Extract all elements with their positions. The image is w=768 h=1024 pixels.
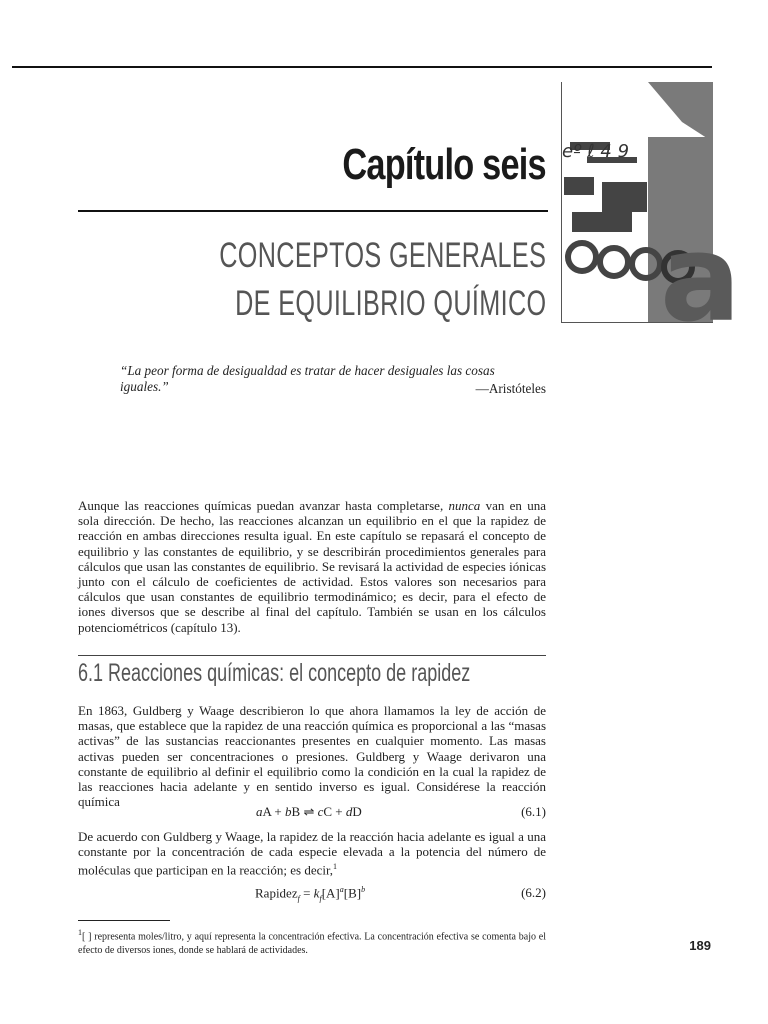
chapter-illustration <box>561 82 741 349</box>
footnote <box>78 926 546 958</box>
section-heading: 6.1 Reacciones químicas: el concepto de rapidez <box>78 659 471 687</box>
svg-text:eº ℓ 4 9: eº ℓ 4 9 <box>562 141 630 162</box>
footnote-text: [ ] representa moles/litro, y aquí representa la concentración efectiva. La concentración efectiva se comenta bajo el efecto de diversos iones, donde se hablará de actividades. <box>78 931 546 957</box>
equation-6-1 <box>256 804 362 820</box>
page-number: 189 <box>689 938 711 953</box>
section-paragraph-2 <box>78 829 546 878</box>
eq1-coef-c: c <box>317 804 324 819</box>
chapter-subtitle-line1: CONCEPTOS GENERALES <box>218 236 546 275</box>
eq1-species-A: A <box>262 804 272 819</box>
eq2-equals: = <box>299 885 314 901</box>
eq2-rapidez: Rapidez <box>255 885 298 901</box>
eq2-k-subscript: f <box>319 893 322 903</box>
eq2-lhs-subscript: f <box>297 893 300 903</box>
equation-number-6-1: (6.1) <box>521 804 546 819</box>
footnote-mark: 1 <box>78 928 82 937</box>
footnote-reference: 1 <box>333 862 338 872</box>
eq1-coef-d: d <box>345 804 353 819</box>
eq2-exp-a: a <box>339 885 344 894</box>
eq1-species-D: D <box>352 804 362 819</box>
eq2-exp-b: b <box>361 885 366 894</box>
chapter-collage-image <box>562 82 741 349</box>
epigraph-author: —Aristóteles <box>475 381 546 396</box>
equation-6-2 <box>255 885 365 903</box>
intro-text-1: Aunque las reacciones químicas puedan avanzar hasta completarse, <box>78 498 449 513</box>
eq1-species-B: B <box>291 804 301 819</box>
paragraph-2-text: De acuerdo con Guldberg y Waage, la rapidez de la reacción hacia adelante es igual a una constante por la concentración de cada especie elevada a la potencia del número de moléculas que participan en la reacción; es decir, <box>78 829 546 878</box>
eq1-plus-2: + <box>332 804 346 819</box>
chapter-title: Capítulo seis <box>342 140 546 189</box>
eq1-coef-a: a <box>256 804 263 819</box>
eq1-coef-b: b <box>285 804 292 819</box>
section-rule <box>78 655 546 656</box>
eq1-equilibrium-arrow: ⇌ <box>300 804 318 819</box>
equation-number-6-2: (6.2) <box>521 885 546 900</box>
title-rule <box>78 210 548 212</box>
chapter-letter: a <box>660 210 741 349</box>
footnote-rule <box>78 920 170 921</box>
section-paragraph-1: En 1863, Guldberg y Waage describieron lo que ahora llamamos la ley de acción de masas, que establece que la rapidez de una reacción química es proporcional a las “masas activas” de las sustancias reaccionantes presentes en cualquier momento. Las masas activas pueden ser concentraciones o presiones. Guldberg y Waage derivaron una constante de equilibrio al definir el equilibrio como la condición en la cual la rapidez de las reacciones hacia adelante y en sentido inverso es igual. Considérese la reacción química <box>78 703 546 810</box>
intro-text-2: van en una sola dirección. De hecho, las reacciones alcanzan un equilibrio en el que la rapidez de reacción en ambas direcciones resulta igual. En este capítulo se repasará el concepto de equilibrio y las constantes de equilibrio, y se describirán procedimientos generales para cálculos que usan las constantes de equilibrio. Se revisará la actividad de especies iónicas junto con el cálculo de coeficientes de actividad. Estos valores son necesarios para cálculos que usan constantes de equilibrio termodinámico; es decir, para el efecto de iones diversos que se describe al final del capítulo. También se usan en los cálculos potenciométricos (capítulo 13). <box>78 498 546 635</box>
eq2-conc-B: [B] <box>343 885 362 901</box>
eq2-conc-A: [A] <box>321 885 340 901</box>
intro-paragraph <box>78 498 546 635</box>
epigraph-quote: “La peor forma de desigualdad es tratar de hacer desiguales las cosas iguales.” <box>120 363 495 394</box>
eq2-k: k <box>313 885 320 901</box>
eq1-species-C: C <box>323 804 333 819</box>
eq1-plus: + <box>271 804 286 819</box>
intro-italic-word: nunca <box>448 498 481 513</box>
chapter-subtitle-line2: DE EQUILIBRIO QUÍMICO <box>234 284 546 323</box>
top-rule <box>12 66 712 68</box>
